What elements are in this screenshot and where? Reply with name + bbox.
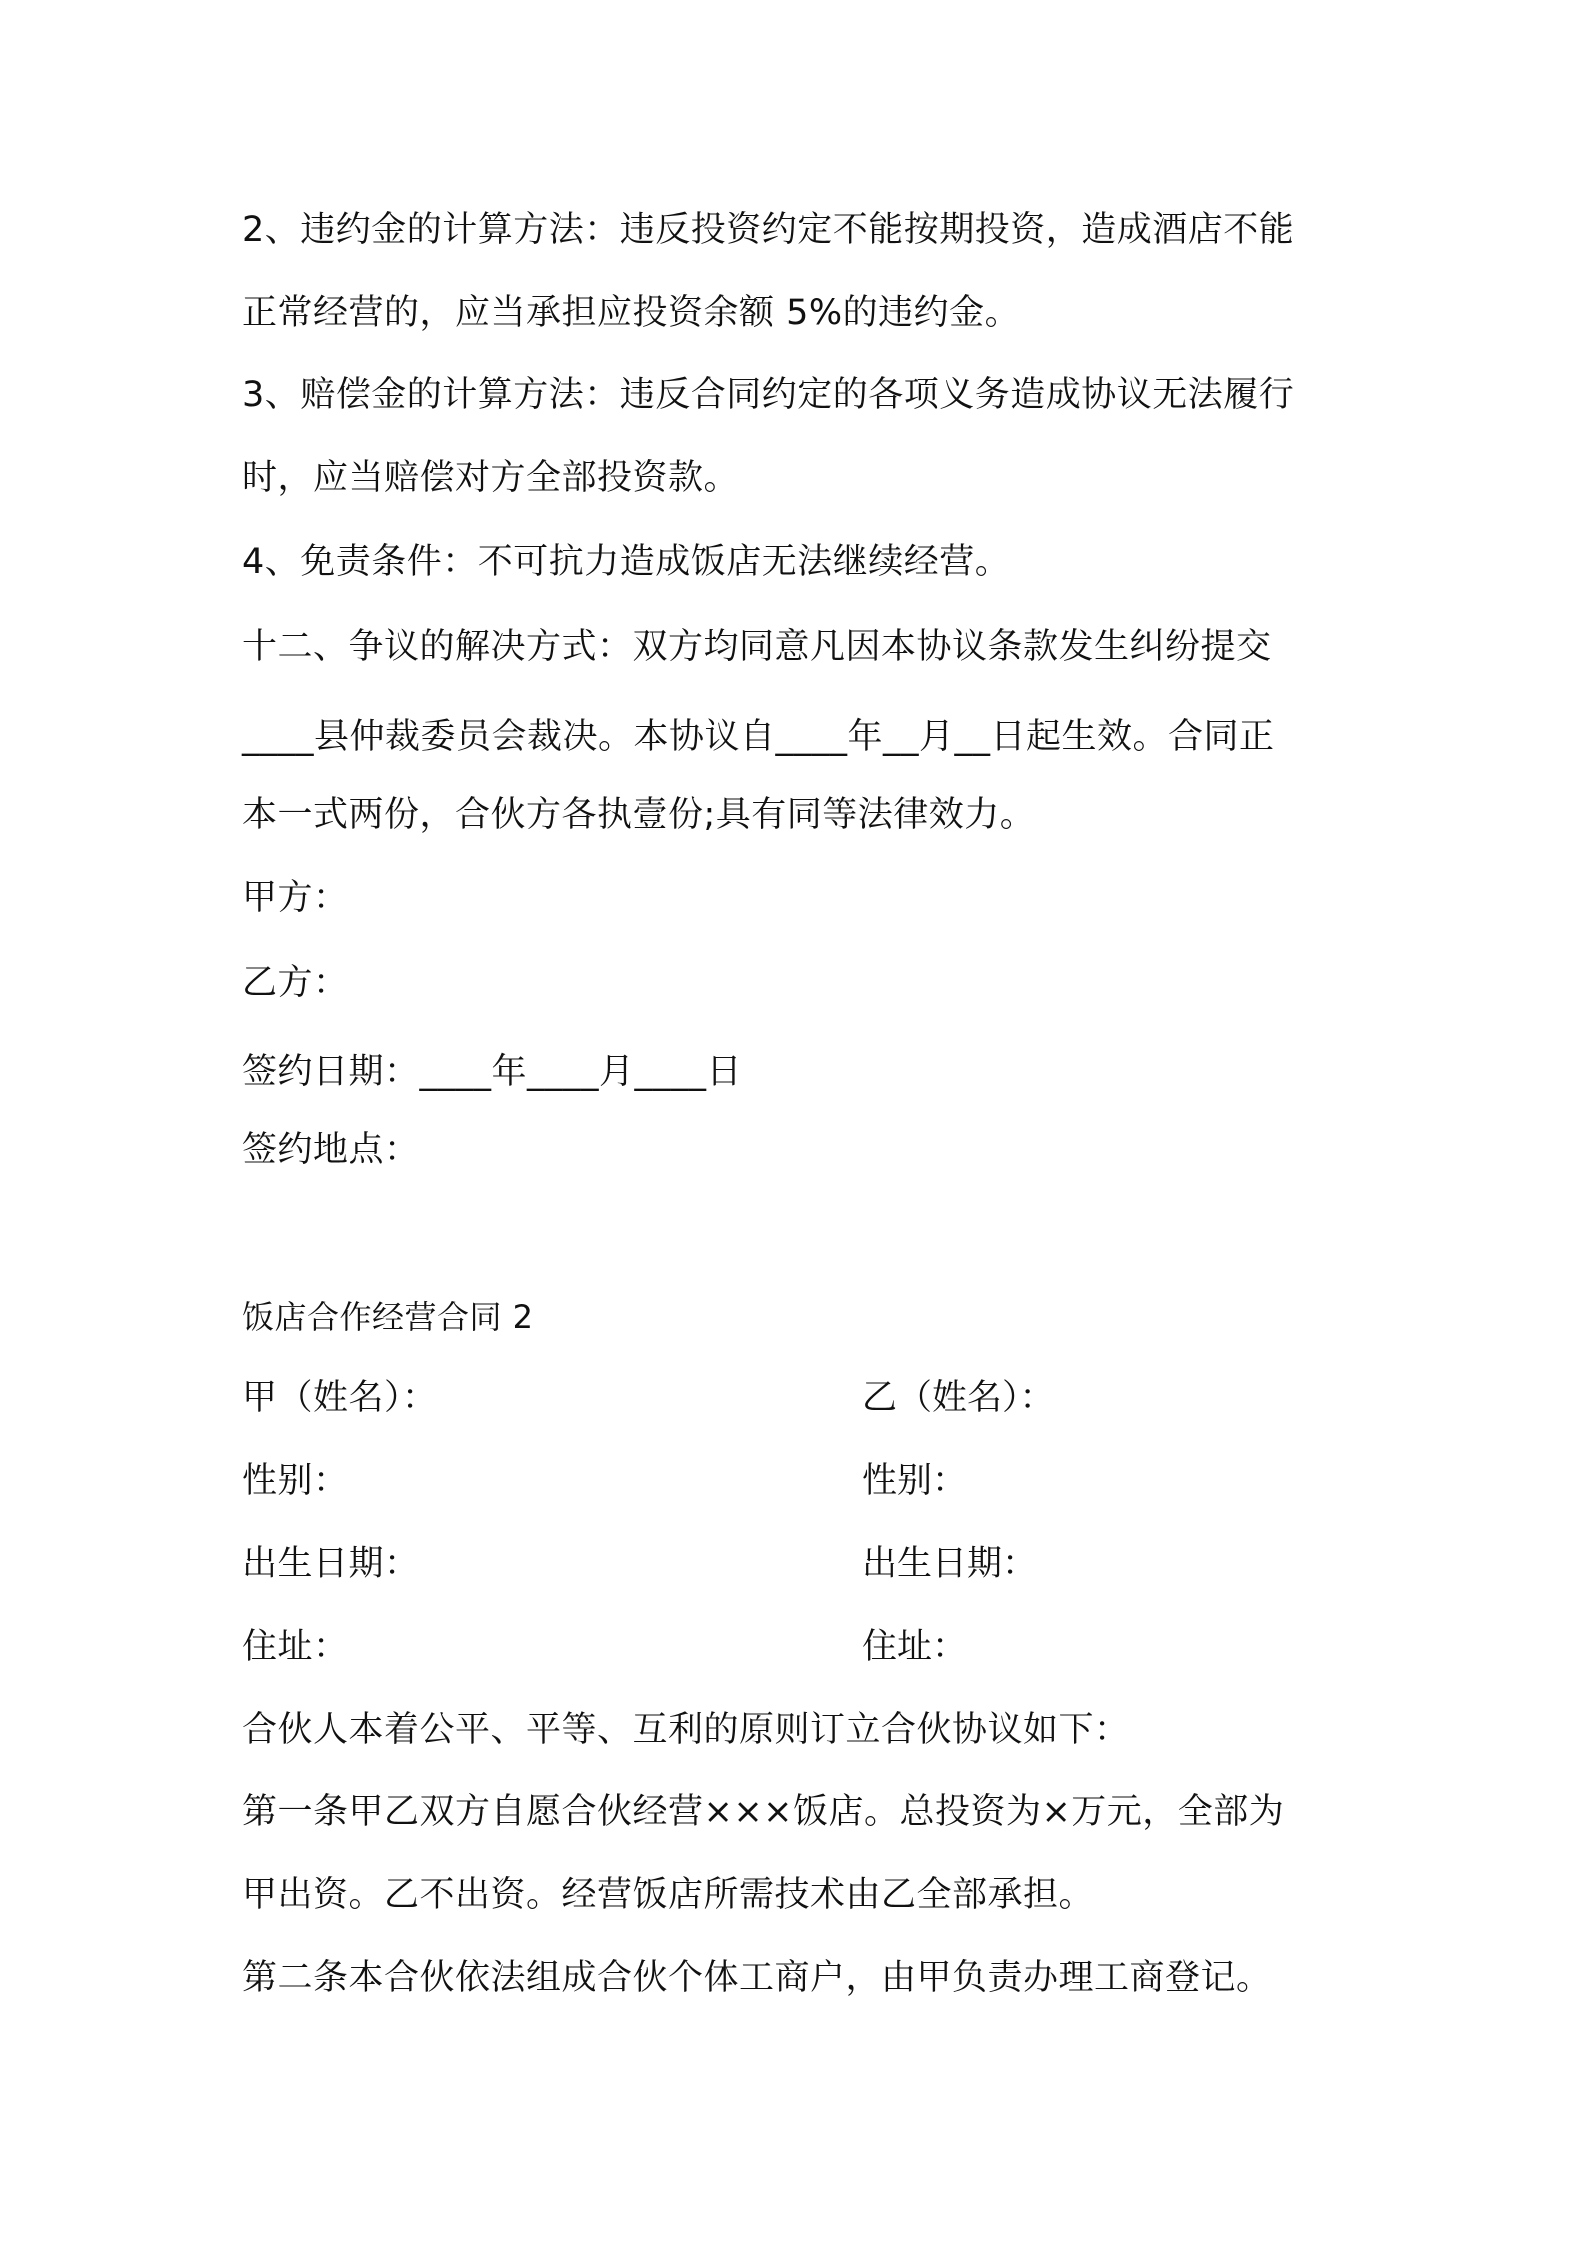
clause-12-line-1: 十二、争议的解决方式：双方均同意凡因本协议条款发生纠纷提交 — [242, 627, 1272, 667]
clause-12-line-3: 本一式两份，合伙方各执壹份;具有同等法律效力。 — [242, 795, 1036, 835]
party-a-address-label: 住址： — [242, 1627, 349, 1667]
clause-3-line-2: 时，应当赔偿对方全部投资款。 — [242, 458, 740, 498]
article-1-line-2: 甲出资。乙不出资。经营饭店所需技术由乙全部承担。 — [242, 1875, 1095, 1915]
party-a-gender-label: 性别： — [242, 1461, 349, 1501]
party-a-birth-label: 出生日期： — [242, 1544, 420, 1584]
article-1-line-1: 第一条甲乙双方自愿合伙经营×××饭店。总投资为×万元，全部为 — [242, 1792, 1285, 1832]
party-b-gender-label: 性别： — [862, 1461, 968, 1501]
article-2: 第二条本合伙依法组成合伙个体工商户，由甲负责办理工商登记。 — [242, 1958, 1272, 1998]
party-a-name-label: 甲（姓名）： — [242, 1378, 438, 1418]
clause-3-line-1: 3、赔偿金的计算方法：违反合同约定的各项义务造成协议无法履行 — [242, 375, 1295, 415]
agreement-intro: 合伙人本着公平、平等、互利的原则订立合伙协议如下： — [242, 1710, 1130, 1750]
party-b-address-label: 住址： — [862, 1627, 968, 1667]
clause-4: 4、免责条件：不可抗力造成饭店无法继续经营。 — [242, 542, 1011, 582]
signing-date: 签约日期：____年____月____日 — [242, 1052, 743, 1092]
signing-place: 签约地点： — [242, 1130, 420, 1170]
party-b-signature-label: 乙方： — [242, 963, 349, 1003]
clause-2-line-2: 正常经营的，应当承担应投资余额 5%的违约金。 — [242, 293, 1021, 333]
clause-2-line-1: 2、违约金的计算方法：违反投资约定不能按期投资，造成酒店不能 — [242, 210, 1295, 250]
party-b-birth-label: 出生日期： — [862, 1544, 1038, 1584]
clause-12-line-2: ____县仲裁委员会裁决。本协议自____年__月__日起生效。合同正 — [242, 717, 1275, 757]
party-b-name-label: 乙（姓名）： — [862, 1378, 1055, 1418]
contract-2-title: 饭店合作经营合同 2 — [242, 1298, 534, 1336]
party-a-signature-label: 甲方： — [242, 878, 349, 918]
